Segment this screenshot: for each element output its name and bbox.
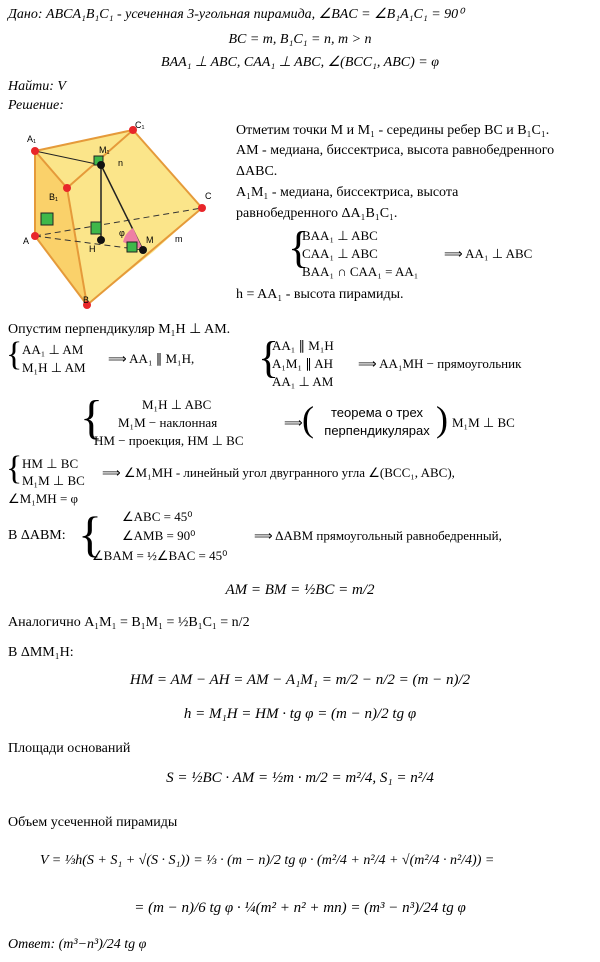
label-n: n: [118, 158, 124, 168]
right-text-4: A₁M₁ - медиана, биссектриса, высота: [236, 185, 459, 200]
system-1-line-3: BAA₁ ∩ CAA₁ = AA₁: [302, 264, 419, 279]
system-4-theorem-2: перпендикулярах: [324, 423, 430, 438]
analog-line: Аналогично A₁M₁ = B₁M₁ = ½B₁C₁ = n/2: [8, 615, 250, 630]
system-1-brace: {: [288, 223, 310, 272]
system-4-line-3: HM − проекция, HM ⊥ BC: [94, 433, 244, 448]
system-5-result: ⟹ ∠M₁MH - линейный угол двугранного угла ∠(BCC₁, ABC),: [102, 465, 455, 480]
point-b1: [63, 184, 71, 192]
given-line-3: BAA₁ ⊥ ABC, CAA₁ ⊥ ABC, ∠(BCC₁, ABC) = φ: [161, 55, 439, 70]
system-1-line-2: CAA₁ ⊥ ABC: [302, 246, 378, 261]
right-angle-mark-h: [91, 222, 101, 234]
label-a: A: [23, 236, 30, 246]
angle-line: ∠M₁MH = φ: [8, 491, 79, 506]
equation-hm: HM = AM − AH = AM − A₁M₁ = m/2 − n/2 = (m − n)/2: [129, 672, 471, 688]
height-line: h = AA₁ - высота пирамиды.: [236, 287, 404, 302]
areas-label: Площади оснований: [8, 741, 131, 756]
system-3-brace: {: [258, 333, 280, 382]
system-3-line-1: AA₁ ∥ M₁H: [272, 338, 334, 353]
right-angle-mark-a: [41, 213, 53, 225]
system-4-line-2: M₁M − наклонная: [118, 415, 218, 430]
given-line-1: ABCA₁B₁C₁ - усеченная 3-угольная пирамида, ∠BAC = ∠B₁A₁C₁ = 90⁰: [46, 7, 464, 22]
triangle-brace: {: [78, 506, 102, 562]
label-a1: A₁: [27, 134, 37, 144]
given-block: [8, 6, 464, 23]
pyramid-figure: [15, 118, 245, 313]
equation-am: AM = BM = ½BC = m/2: [225, 582, 375, 598]
right-text-5: равнобедренного ΔA₁B₁C₁.: [236, 206, 398, 221]
label-c1: C₁: [135, 120, 145, 130]
point-c: [198, 204, 206, 212]
point-m1: [97, 161, 105, 169]
system-4-line-1: M₁H ⊥ ABC: [142, 397, 212, 412]
system-2-brace: {: [6, 336, 23, 373]
point-a: [31, 232, 39, 240]
label-phi: φ: [119, 228, 125, 238]
right-text-1: Отметим точки M и M₁ - середины ребер BC и B₁C₁.: [236, 123, 550, 138]
label-m: M: [146, 235, 154, 245]
system-4-brace: {: [80, 391, 104, 444]
answer-label: Ответ:: [8, 937, 56, 952]
equation-v1: V = ⅓h(S + S₁ + √(S · S₁)) = ⅓ · (m − n)/2 tg φ · (m²/4 + n²/4 + √(m²/4 · n²/4)) =: [40, 853, 495, 868]
system-3-result: ⟹ AA₁MH − прямоугольник: [358, 356, 522, 371]
system-1-line-1: BAA₁ ⊥ ABC: [302, 228, 378, 243]
right-angle-mark-m: [127, 242, 137, 252]
label-b: B: [83, 295, 90, 305]
system-5-line-1: HM ⊥ BC: [22, 456, 79, 471]
system-4-theorem-1: теорема о трех: [331, 405, 423, 420]
triangle-line-2: ∠AMB = 90⁰: [122, 528, 196, 543]
right-text-2: AM - медиана, биссектриса, высота равнобедренного: [236, 143, 555, 158]
triangle-line-3: ∠BAM = ½∠BAC = 45⁰: [92, 548, 228, 563]
system-1-result: ⟹ AA₁ ⊥ ABC: [444, 246, 533, 261]
system-5-line-2: M₁M ⊥ BC: [22, 473, 85, 488]
given-label: Дано:: [8, 7, 43, 22]
answer-value: (m³−n³)/24 tg φ: [58, 937, 147, 952]
find-line: [8, 78, 66, 95]
equation-h: h = M₁H = HM · tg φ = (m − n)/2 tg φ: [183, 706, 417, 722]
right-text-3: ΔABC.: [236, 164, 278, 179]
point-h: [97, 236, 105, 244]
given-line-2: BC = m, B₁C₁ = n, m > n: [228, 32, 372, 47]
in-triangle-label: В ΔMM₁H:: [8, 645, 74, 660]
system-3-line-3: AA₁ ⊥ AM: [272, 374, 334, 389]
system-5-brace: {: [6, 450, 23, 487]
triangle-line-1: ∠ABC = 45⁰: [122, 509, 193, 524]
point-m: [139, 246, 147, 254]
system-2-line-1: AA₁ ⊥ AM: [22, 342, 84, 357]
label-h: H: [89, 244, 96, 254]
triangle-result: ⟹ ΔABM прямоугольный равнобедренный,: [254, 528, 502, 543]
equation-s: S = ½BC · AM = ½m · m/2 = m²/4, S₁ = n²/4: [166, 770, 434, 786]
system-4-paren-open: (: [302, 399, 314, 439]
answer-line: [8, 936, 146, 953]
system-4-arrow: ⟹: [284, 415, 303, 430]
triangle-prefix: В ΔABM:: [8, 528, 66, 543]
label-m1: M₁: [99, 145, 110, 155]
solution-label: Решение:: [8, 98, 64, 113]
label-m-length: m: [175, 234, 183, 244]
label-b1: B₁: [49, 192, 59, 202]
label-c: C: [205, 191, 212, 201]
perp-line: Опустим перпендикуляр M₁H ⊥ AM.: [8, 322, 231, 337]
equation-v2: = (m − n)/6 tg φ · ¼(m² + n² + mn) = (m³ − n³)/24 tg φ: [134, 900, 466, 916]
system-4-paren-close: ): [436, 399, 448, 439]
system-2-result: ⟹ AA₁ ∥ M₁H,: [108, 351, 195, 366]
find-label: Найти:: [8, 79, 54, 94]
system-4-result: M₁M ⊥ BC: [452, 415, 515, 430]
point-a1: [31, 147, 39, 155]
system-3-line-2: A₁M₁ ∥ AH: [272, 356, 334, 371]
find-value: V: [57, 79, 66, 94]
system-2-line-2: M₁H ⊥ AM: [22, 360, 86, 375]
volume-label: Объем усеченной пирамиды: [8, 815, 178, 830]
